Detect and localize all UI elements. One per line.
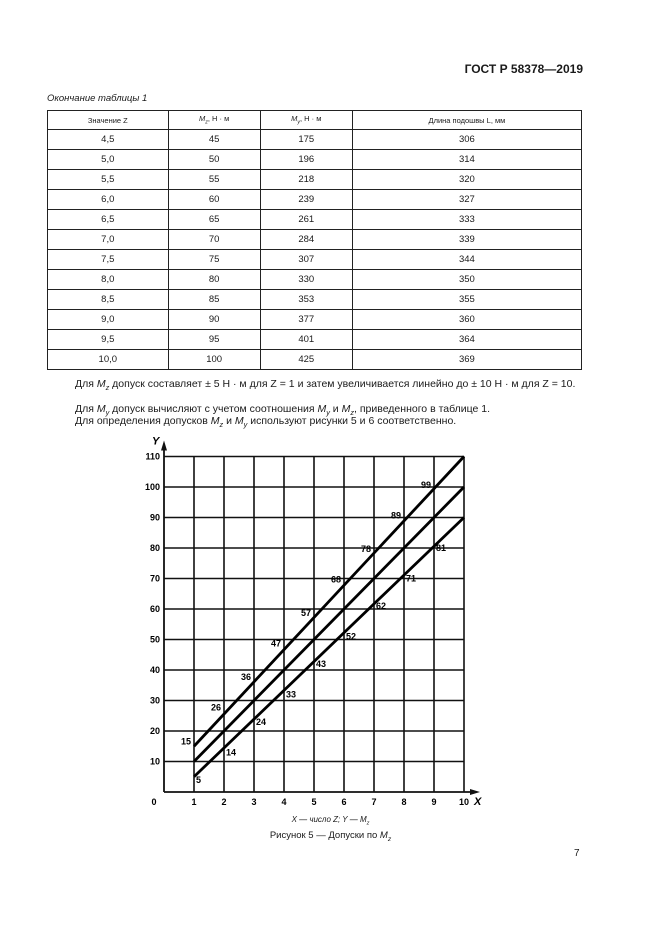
table-cell: 307 <box>260 250 352 270</box>
table-row <box>48 170 582 190</box>
figure-title: Рисунок 5 — Допуски по $M_z$ <box>269 830 392 843</box>
y-tick-label: 60 <box>149 604 160 614</box>
table-cell: 330 <box>260 270 352 290</box>
figure-legend: X — число Z; Y — $M_z$ <box>291 815 370 827</box>
data-label: 36 <box>240 672 251 683</box>
data-label: 78 <box>360 544 371 555</box>
data-label: 5 <box>196 774 202 785</box>
table-cell: 60 <box>168 190 260 210</box>
table-cell: 75 <box>168 250 260 270</box>
data-label: 15 <box>180 736 191 747</box>
table-cell: 353 <box>260 290 352 310</box>
table-cell: 6,5 <box>48 210 169 230</box>
table-cell: 425 <box>260 350 352 370</box>
data-label: 14 <box>226 747 237 758</box>
column-header-3: Длина подошвы L, мм <box>352 111 581 130</box>
table-cell: 261 <box>260 210 352 230</box>
table-row <box>48 290 582 310</box>
table-cell: 8,5 <box>48 290 169 310</box>
y-tick-label: 20 <box>149 726 160 736</box>
paragraph-tolerance-my: Для $M_y$ допуск вычисляют с учетом соотношения $M_y$ и $M_z$, приведенного в таблице 1. <box>75 403 491 418</box>
data-table <box>47 110 582 370</box>
data-label: 24 <box>256 716 267 727</box>
x-tick-label: 4 <box>281 797 287 807</box>
y-tick-label: 50 <box>149 634 160 645</box>
column-header-1: $M_z$, Н · м <box>168 111 260 130</box>
table-cell: 284 <box>260 230 352 250</box>
table-row <box>48 310 582 330</box>
table-row <box>48 350 582 370</box>
x-tick-label: 3 <box>251 797 257 807</box>
table-row <box>48 230 582 250</box>
y-tick-label: 30 <box>149 695 160 706</box>
table-cell: 364 <box>352 330 581 350</box>
y-tick-label: 90 <box>149 512 160 523</box>
series-line-1 <box>194 487 464 762</box>
table-row <box>48 130 582 150</box>
table-cell: 6,0 <box>48 190 169 210</box>
y-axis-arrow <box>161 441 167 451</box>
table-cell: 344 <box>352 250 581 270</box>
table-cell: 50 <box>168 150 260 170</box>
table-cell: 9,5 <box>48 330 169 350</box>
y-tick-label: 100 <box>144 482 160 492</box>
table-cell: 7,0 <box>48 230 169 250</box>
table-body <box>48 130 582 370</box>
data-label: 68 <box>330 574 341 585</box>
series-line-0 <box>194 457 464 747</box>
document-header: ГОСТ Р 58378—2019 <box>464 62 583 76</box>
series-line-2 <box>194 518 464 777</box>
data-label: 26 <box>210 702 221 713</box>
table-cell: 175 <box>260 130 352 150</box>
y-tick-label: 80 <box>149 543 160 553</box>
data-label: 52 <box>346 631 357 642</box>
table-caption: Окончание таблицы 1 <box>47 93 148 104</box>
table-cell: 369 <box>352 350 581 370</box>
paragraph-tolerance-mz: Для $M_z$ допуск составляет ± 5 Н · м для Z = 1 и затем увеличивается линейно до ± 10 Н · м для Z = 10. <box>75 378 576 393</box>
data-label: 81 <box>436 542 447 553</box>
page-number: 7 <box>574 848 580 859</box>
table-header-row <box>48 111 582 130</box>
table-cell: 218 <box>260 170 352 190</box>
x-tick-label: 0 <box>151 797 157 807</box>
table-cell: 90 <box>168 310 260 330</box>
y-tick-label: 10 <box>149 756 160 767</box>
data-label: 47 <box>270 638 281 649</box>
table-cell: 100 <box>168 350 260 370</box>
data-label: 89 <box>390 510 401 521</box>
x-tick-label: 6 <box>341 797 347 807</box>
table-cell: 320 <box>352 170 581 190</box>
table-row <box>48 250 582 270</box>
table-cell: 8,0 <box>48 270 169 290</box>
table-cell: 7,5 <box>48 250 169 270</box>
table-cell: 9,0 <box>48 310 169 330</box>
tolerance-chart <box>120 425 500 815</box>
table-cell: 5,5 <box>48 170 169 190</box>
table-cell: 65 <box>168 210 260 230</box>
x-tick-label: 8 <box>401 797 407 807</box>
data-label: 33 <box>286 689 297 700</box>
table-cell: 95 <box>168 330 260 350</box>
table-cell: 85 <box>168 290 260 310</box>
data-label: 99 <box>420 480 431 491</box>
table-row <box>48 270 582 290</box>
x-tick-label: 2 <box>221 797 227 807</box>
table-cell: 80 <box>168 270 260 290</box>
table-cell: 10,0 <box>48 350 169 370</box>
table-cell: 196 <box>260 150 352 170</box>
table-cell: 339 <box>352 230 581 250</box>
table-cell: 350 <box>352 270 581 290</box>
column-header-0: Значение Z <box>48 111 169 130</box>
table-cell: 355 <box>352 290 581 310</box>
x-axis-arrow <box>470 789 480 795</box>
table-cell: 5,0 <box>48 150 169 170</box>
table-cell: 45 <box>168 130 260 150</box>
x-tick-label: 9 <box>431 797 437 807</box>
table-cell: 306 <box>352 130 581 150</box>
table-cell: 401 <box>260 330 352 350</box>
table-cell: 360 <box>352 310 581 330</box>
table-row <box>48 190 582 210</box>
table-cell: 377 <box>260 310 352 330</box>
table-cell: 314 <box>352 150 581 170</box>
data-label: 57 <box>300 608 311 619</box>
y-tick-label: 70 <box>149 573 160 584</box>
table-row <box>48 210 582 230</box>
y-tick-label: 40 <box>149 665 160 675</box>
x-tick-label: 1 <box>191 797 197 807</box>
y-tick-label: 110 <box>145 451 160 462</box>
paragraph-figures-ref: Для определения допусков $M_z$ и $M_y$ используют рисунки 5 и 6 соответственно. <box>75 415 457 430</box>
table-cell: 333 <box>352 210 581 230</box>
table-cell: 239 <box>260 190 352 210</box>
data-label: 43 <box>316 658 327 669</box>
x-tick-label: 5 <box>311 797 317 807</box>
data-label: 62 <box>376 600 387 611</box>
y-axis-label: Y <box>152 435 160 448</box>
table-cell: 4,5 <box>48 130 169 150</box>
x-tick-label: 7 <box>371 797 377 807</box>
data-label: 71 <box>406 573 417 584</box>
table-row <box>48 150 582 170</box>
table-cell: 55 <box>168 170 260 190</box>
x-axis-label: X <box>474 796 482 808</box>
x-tick-label: 10 <box>458 797 470 807</box>
table-cell: 70 <box>168 230 260 250</box>
table-cell: 327 <box>352 190 581 210</box>
table-row <box>48 330 582 350</box>
column-header-2: $M_y$, Н · м <box>260 111 352 130</box>
